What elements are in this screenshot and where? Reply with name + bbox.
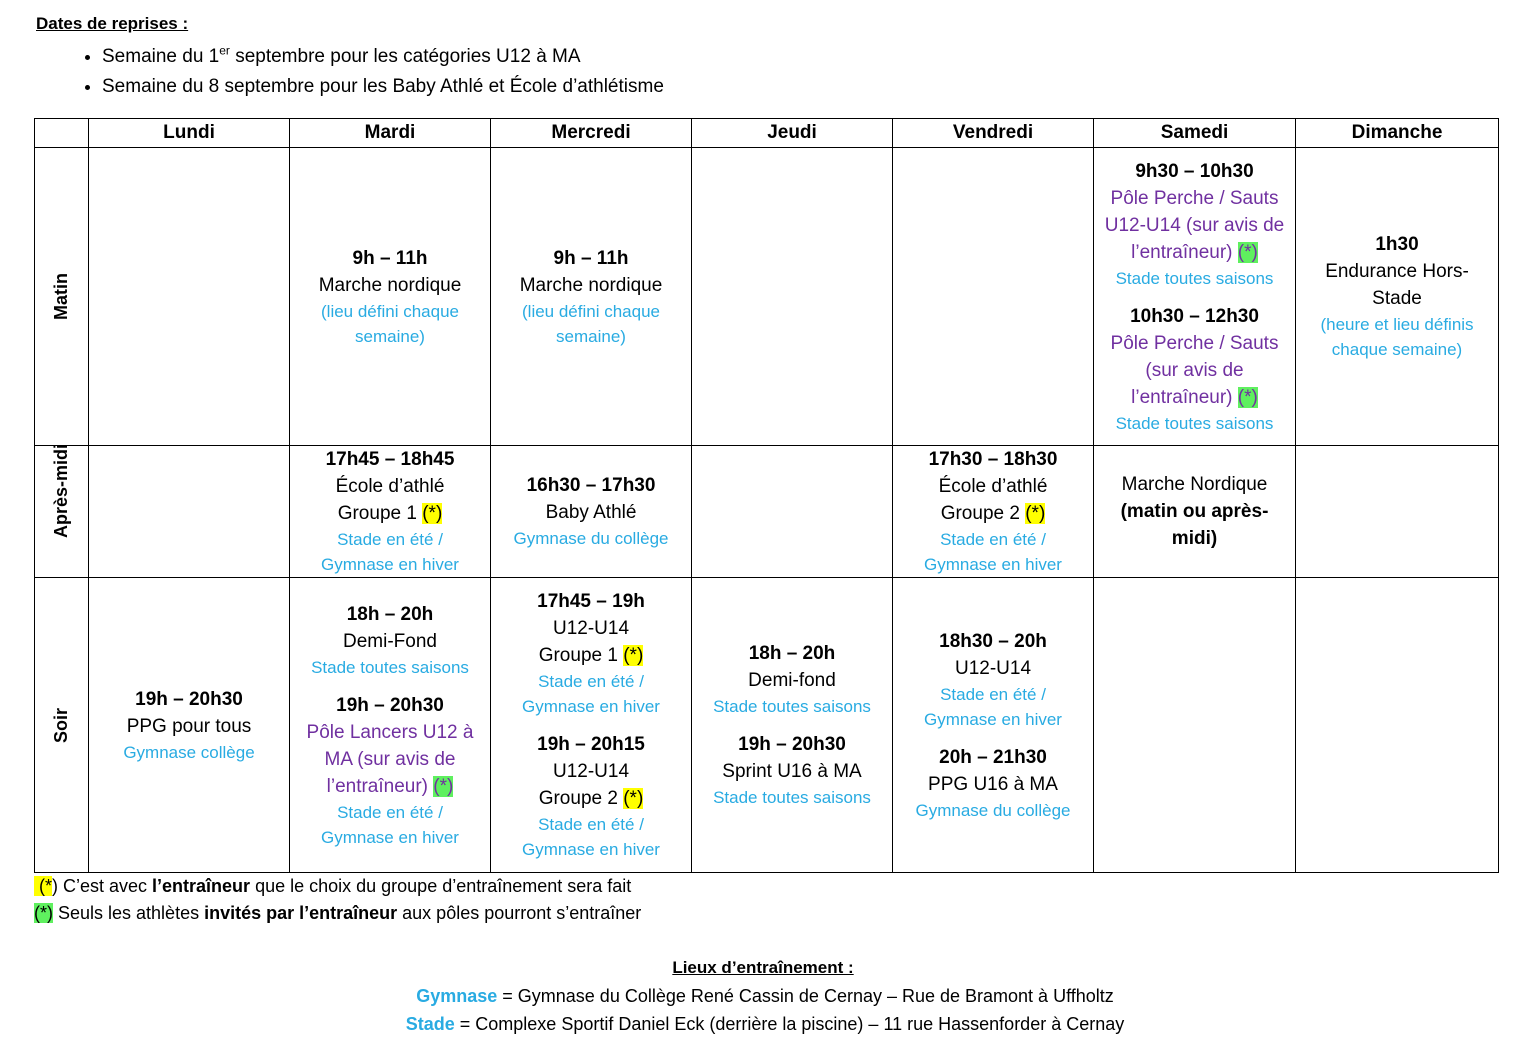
session-activity: Sprint U16 à MA <box>722 761 862 782</box>
reprises-list <box>60 42 664 102</box>
session-activity: Baby Athlé <box>545 502 637 523</box>
period-label-soir: Soir <box>35 578 89 873</box>
session-location: Gymnase en hiver <box>924 709 1062 729</box>
day-header: Jeudi <box>692 119 893 148</box>
cell-soir-mercredi <box>491 578 692 873</box>
day-header: Vendredi <box>893 119 1094 148</box>
cell-matin-mardi <box>290 148 491 446</box>
row-matin <box>35 148 1499 446</box>
day-header: Mercredi <box>491 119 692 148</box>
session-location: Stade toutes saisons <box>713 788 871 807</box>
note-invited: (*) Seuls les athlètes invités par l’entraîneur aux pôles pourront s’entraîner <box>34 903 642 923</box>
cell-matin-samedi <box>1094 148 1296 446</box>
session-location: Stade en été / <box>337 802 443 822</box>
session-location: Stade en été / <box>940 530 1046 549</box>
cell-apm-lundi <box>89 446 290 578</box>
session-activity: U12-U14 <box>954 657 1032 679</box>
session-time: 1h30 <box>1375 234 1419 255</box>
session-time: 18h – 20h <box>346 603 434 625</box>
cell-matin-jeudi <box>692 148 893 446</box>
session-activity: Endurance Hors-Stade <box>1325 261 1469 309</box>
session-location: Stade toutes saisons <box>311 657 469 677</box>
session-location: (heure et lieu définis chaque semaine) <box>1320 315 1474 359</box>
session-location: Stade toutes saisons <box>713 697 871 716</box>
session-time: 20h – 21h30 <box>939 746 1047 768</box>
day-header: Mardi <box>290 119 491 148</box>
cell-soir-samedi <box>1094 578 1296 873</box>
schedule-table <box>34 118 1499 873</box>
cell-matin-dimanche <box>1296 148 1499 446</box>
session-location: (lieu défini chaque semaine) <box>321 301 459 346</box>
cell-apm-samedi <box>1094 446 1296 578</box>
session-time: 19h – 20h30 <box>135 688 243 710</box>
cell-apm-jeudi <box>692 446 893 578</box>
cell-matin-lundi <box>89 148 290 446</box>
reprises-heading: Dates de reprises : <box>36 14 189 33</box>
session-time: 19h – 20h30 <box>738 734 846 755</box>
session-activity: Pôle Perche / Sauts U12-U14 (sur avis de l’entraîneur) (*) <box>1104 187 1285 263</box>
session-activity: PPG pour tous <box>126 715 252 737</box>
lieu-gymnase: Gymnase = Gymnase du Collège René Cassin de Cernay – Rue de Bramont à Uffholtz <box>416 986 1114 1006</box>
session-location: Gymnase en hiver <box>522 697 660 716</box>
session-time: 9h30 – 10h30 <box>1135 160 1254 182</box>
session-time: 9h – 11h <box>553 247 629 269</box>
cell-soir-vendredi <box>893 578 1094 873</box>
session-group: Groupe 1 (*) <box>337 503 443 524</box>
session-activity: Marche Nordique <box>1121 474 1268 495</box>
day-header: Dimanche <box>1296 119 1499 148</box>
session-time: 17h45 – 19h <box>537 591 645 612</box>
lieux-heading: Lieux d’entraînement : <box>672 958 854 977</box>
session-group: Groupe 2 (*) <box>538 788 644 809</box>
session-activity: Marche nordique <box>519 274 663 296</box>
reprise-item: • Semaine du 1er septembre pour les catégories U12 à MA <box>102 42 664 72</box>
cell-apm-vendredi <box>893 446 1094 578</box>
session-time: 19h – 20h30 <box>336 694 444 716</box>
invite-marker: (*) <box>1237 386 1258 408</box>
cell-matin-mercredi <box>491 148 692 446</box>
session-location: Gymnase collège <box>123 742 255 762</box>
session-time: 17h30 – 18h30 <box>928 449 1058 470</box>
session-location: Gymnase du collège <box>513 529 669 548</box>
group-marker: (*) <box>623 788 644 809</box>
session-time: 18h – 20h <box>748 643 836 664</box>
session-group: Groupe 1 (*) <box>538 645 644 666</box>
day-header: Lundi <box>89 119 290 148</box>
session-activity: PPG U16 à MA <box>928 773 1058 795</box>
group-marker: (*) <box>623 645 644 666</box>
period-label-apresmidi: Après-midi <box>35 446 89 578</box>
session-activity: U12-U14 <box>552 761 630 782</box>
session-location: Gymnase du collège <box>915 800 1071 820</box>
cell-matin-vendredi <box>893 148 1094 446</box>
session-time: 9h – 11h <box>352 247 428 269</box>
row-apresmidi <box>35 446 1499 578</box>
cell-apm-mardi <box>290 446 491 578</box>
session-activity: Pôle Lancers U12 à MA (sur avis de l’entraîneur) (*) <box>306 721 474 797</box>
session-activity: École d’athlé <box>335 476 445 497</box>
session-location: Stade en été / <box>538 815 644 834</box>
session-note: (matin ou après-midi) <box>1120 501 1269 549</box>
session-activity: Pôle Perche / Sauts (sur avis de l’entraîneur) (*) <box>1110 332 1279 408</box>
cell-soir-lundi <box>89 578 290 873</box>
invite-marker: (*) <box>433 775 454 797</box>
session-location: Stade en été / <box>538 672 644 691</box>
session-location: Gymnase en hiver <box>321 555 459 574</box>
reprise-item: • Semaine du 8 septembre pour les Baby Athlé et École d’athlétisme <box>102 72 664 102</box>
session-location: Gymnase en hiver <box>522 840 660 859</box>
session-time: 19h – 20h15 <box>537 734 645 755</box>
header-row <box>35 119 1499 148</box>
cell-apm-dimanche <box>1296 446 1499 578</box>
session-location: Stade en été / <box>337 530 443 549</box>
period-label-matin: Matin <box>35 148 89 446</box>
corner-cell <box>35 119 89 148</box>
session-time: 16h30 – 17h30 <box>526 475 656 496</box>
cell-soir-dimanche <box>1296 578 1499 873</box>
cell-soir-mardi <box>290 578 491 873</box>
session-time: 10h30 – 12h30 <box>1130 305 1259 327</box>
session-location: Stade en été / <box>940 684 1046 704</box>
row-soir <box>35 578 1499 873</box>
session-location: Stade toutes saisons <box>1115 268 1274 288</box>
group-marker: (*) <box>1025 503 1046 524</box>
cell-apm-mercredi <box>491 446 692 578</box>
session-group: Groupe 2 (*) <box>940 503 1046 524</box>
note-group-choice: (*) C’est avec l’entraîneur que le choix du groupe d’entraînement sera fait <box>34 876 632 896</box>
session-activity: U12-U14 <box>552 618 630 639</box>
session-time: 18h30 – 20h <box>939 630 1047 652</box>
session-location: Gymnase en hiver <box>924 555 1062 574</box>
invite-marker: (*) <box>1237 241 1258 263</box>
session-activity: Demi-fond <box>748 670 836 691</box>
session-activity: Marche nordique <box>318 274 462 296</box>
session-location: (lieu défini chaque semaine) <box>522 301 660 346</box>
session-location: Gymnase en hiver <box>321 827 459 847</box>
lieu-stade: Stade = Complexe Sportif Daniel Eck (derrière la piscine) – 11 rue Hassenforder à Cernay <box>405 1014 1125 1034</box>
group-marker: (*) <box>422 503 443 524</box>
cell-soir-jeudi <box>692 578 893 873</box>
session-location: Stade toutes saisons <box>1115 413 1274 433</box>
session-activity: École d’athlé <box>938 476 1048 497</box>
day-header: Samedi <box>1094 119 1296 148</box>
session-activity: Demi-Fond <box>343 630 437 652</box>
session-time: 17h45 – 18h45 <box>325 449 455 470</box>
